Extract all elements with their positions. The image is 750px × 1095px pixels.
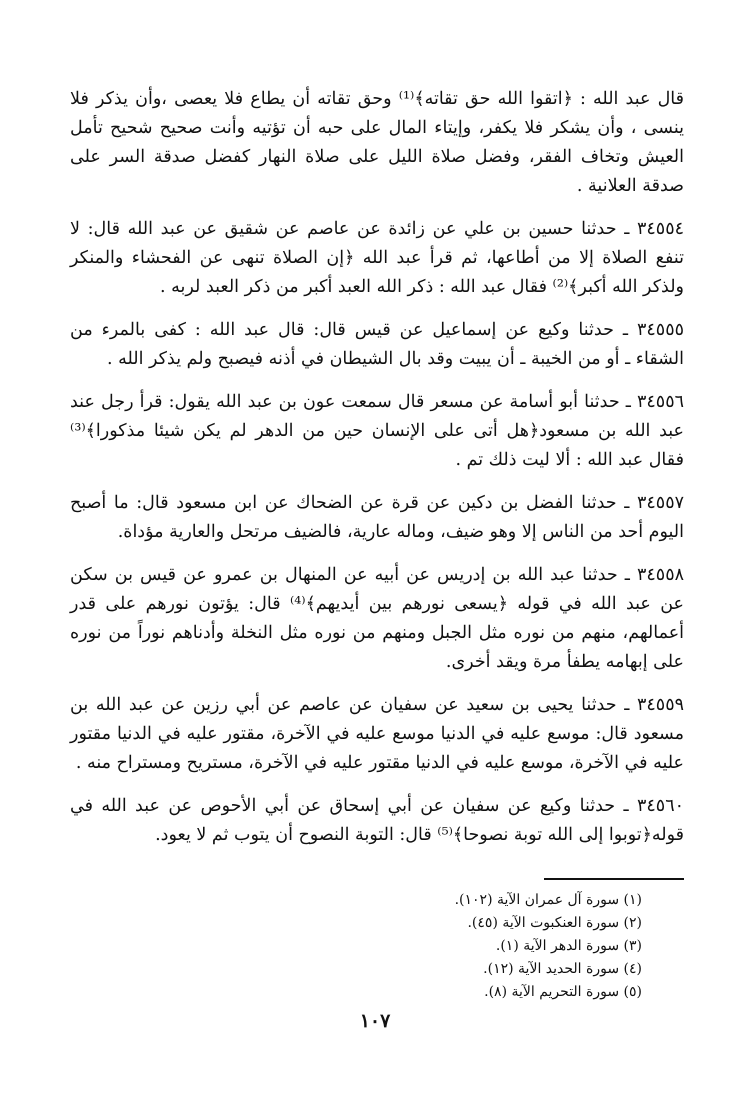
footnote-1: (١) سورة آل عمران الآية (١٠٢).	[454, 892, 642, 908]
hadith-34558: ٣٤٥٥٨ ـ حدثنا عبد الله بن إدريس عن أبيه عن المنهال بن عمرو عن قيس بن سكن عن عبد الله في قوله ﴿يسعى نورهم بين أيديهم﴾⁽⁴⁾ قال: يؤتون نورهم على قدر أعمالهم، منهم من نوره مثل الجبل ومنهم من نوره مثل النخلة وأدناهم نوراً من نوره على إبهامه يطفأ مرة ويقد أخرى.	[70, 565, 684, 672]
hadith-34560: ٣٤٥٦٠ ـ حدثنا وكيع عن سفيان عن أبي إسحاق عن أبي الأحوص عن عبد الله في قوله﴿توبوا إلى الله توبة نصوحا﴾⁽⁵⁾ قال: التوبة النصوح أن يتوب ثم لا يعود.	[70, 796, 684, 845]
hadith-34557: ٣٤٥٥٧ ـ حدثنا الفضل بن دكين عن قرة عن الضحاك عن ابن مسعود قال: ما أصبح اليوم أحد من الناس إلا وهو ضيف، وماله عارية، فالضيف مرتحل والعارية مؤداة.	[70, 493, 684, 542]
footnotes	[70, 890, 642, 1003]
footnote-3: (٣) سورة الدهر الآية (١).	[495, 938, 642, 954]
hadith-34556: ٣٤٥٥٦ ـ حدثنا أبو أسامة عن مسعر قال سمعت عون بن عبد الله يقول: قرأ رجل عند عبد الله بن مسعود﴿هل أتى على الإنسان حين من الدهر لم يكن شيئا مذكورا﴾⁽³⁾ فقال عبد الله : ألا ليت ذلك تم .	[70, 392, 684, 470]
footnote-2: (٢) سورة العنكبوت الآية (٤٥).	[467, 915, 642, 931]
hadith-34554: ٣٤٥٥٤ ـ حدثنا حسين بن علي عن زائدة عن عاصم عن شقيق عن عبد الله قال: لا تنفع الصلاة إلا من أطاعها، ثم قرأ عبد الله ﴿إن الصلاة تنهى عن الفحشاء والمنكر ولذكر الله أكبر﴾⁽²⁾ فقال عبد الله : ذكر الله العبد أكبر من ذكر العبد لربه .	[70, 219, 684, 297]
footnote-5: (٥) سورة التحريم الآية (٨).	[484, 984, 642, 1000]
footnote-4: (٤) سورة الحديد الآية (١٢).	[483, 961, 642, 977]
footnote-divider	[544, 878, 684, 880]
hadith-34555: ٣٤٥٥٥ ـ حدثنا وكيع عن إسماعيل عن قيس قال: قال عبد الله : كفى بالمرء من الشقاء ـ أو من الخيبة ـ أن يبيت وقد بال الشيطان في أذنه فيصبح ولم يذكر الله .	[70, 320, 684, 369]
page-number: ١٠٧	[359, 1010, 391, 1032]
page-body	[70, 85, 684, 1005]
paragraph-intro: قال عبد الله : ﴿اتقوا الله حق تقاته﴾⁽¹⁾ وحق تقاته أن يطاع فلا يعصى ،وأن يذكر فلا ينسى ، وأن يشكر فلا يكفر، وإيتاء المال على حبه أن تؤتيه وأنت صحيح شحيح تأمل العيش وتخاف الفقر، وفضل صلاة الليل على صلاة النهار كفضل صدقة السر على صدقة العلانية .	[70, 89, 684, 196]
hadith-34559: ٣٤٥٥٩ ـ حدثنا يحيى بن سعيد عن سفيان عن عاصم عن أبي رزين عن عبد الله بن مسعود قال: موسع عليه في الدنيا موسع عليه في الآخرة، مقتور عليه في الدنيا مقتور عليه في الآخرة، موسع عليه في الدنيا مقتور عليه في الآخرة، مستريح ومستراح منه .	[70, 695, 684, 773]
